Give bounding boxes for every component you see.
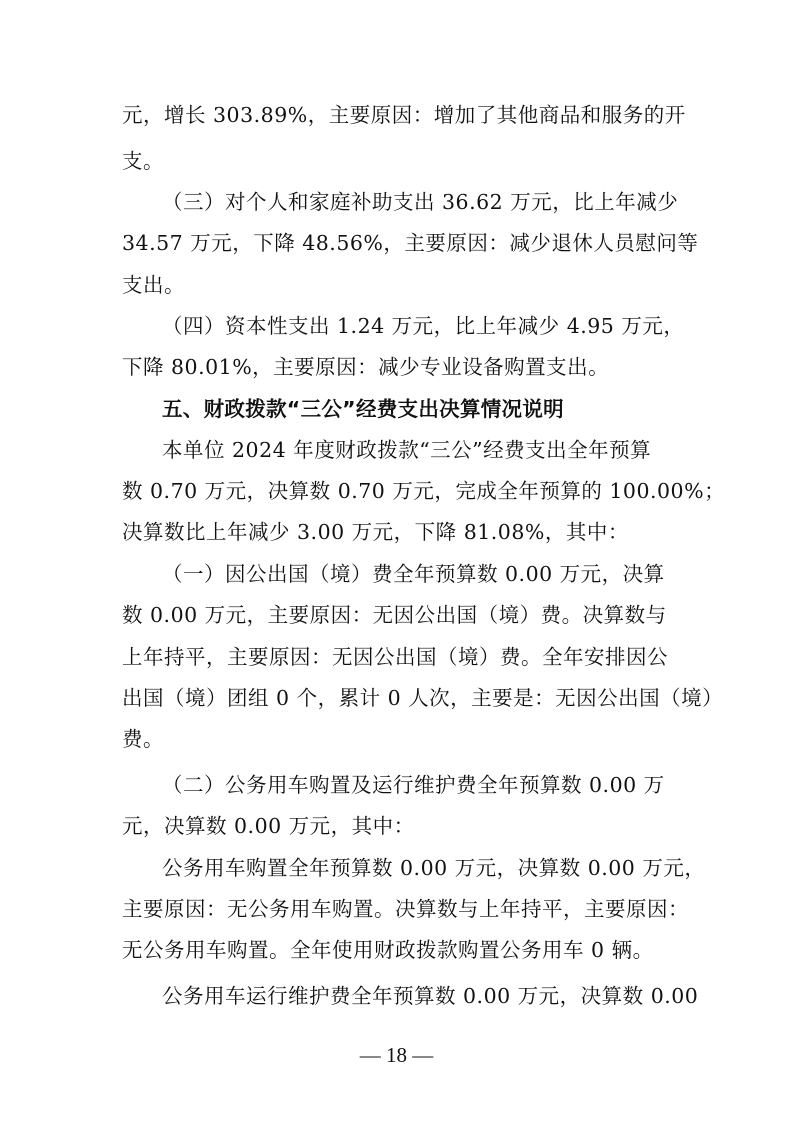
- body-text-line: 公务用车购置全年预算数 0.00 万元，决算数 0.00 万元，: [162, 856, 706, 880]
- subsection-item-one: （一）因公出国（境）费全年预算数 0.00 万元，决算: [162, 562, 665, 586]
- body-text-line: 费。: [122, 727, 164, 751]
- body-text-line: 支出。: [122, 273, 185, 297]
- body-text-line: 主要原因：无公务用车购置。决算数与上年持平，主要原因：: [122, 897, 689, 921]
- body-text-line: 元，增长 303.89%，主要原因：增加了其他商品和服务的开: [122, 103, 686, 127]
- body-text-line: 出国（境）团组 0 个，累计 0 人次，主要是：无因公出国（境）: [122, 686, 724, 710]
- body-text-line: 数 0.00 万元，主要原因：无因公出国（境）费。决算数与: [122, 603, 667, 627]
- page-number: — 18 —: [359, 1043, 434, 1067]
- body-text-line: 下降 80.01%，主要原因：减少专业设备购置支出。: [122, 355, 610, 379]
- subsection-item-two: （二）公务用车购置及运行维护费全年预算数 0.00 万: [162, 773, 665, 797]
- body-text-line: 元，决算数 0.00 万元，其中：: [122, 814, 415, 838]
- body-text-line: 决算数比上年减少 3.00 万元，下降 81.08%，其中：: [122, 520, 629, 544]
- body-text-line: 上年持平，主要原因：无因公出国（境）费。全年安排因公: [122, 645, 668, 669]
- section-item-three: （三）对个人和家庭补助支出 36.62 万元，比上年减少: [162, 190, 679, 214]
- body-text-line: 无公务用车购置。全年使用财政拨款购置公务用车 0 辆。: [122, 938, 654, 962]
- body-text-line: 34.57 万元，下降 48.56%，主要原因：减少退休人员慰问等: [122, 231, 699, 255]
- section-item-four: （四）资本性支出 1.24 万元，比上年减少 4.95 万元，: [162, 314, 685, 338]
- section-heading-five: 五、财政拨款“三公”经费支出决算情况说明: [162, 397, 564, 421]
- body-text-line: 数 0.70 万元，决算数 0.70 万元，完成全年预算的 100.00%；: [122, 479, 726, 503]
- body-text-line: 公务用车运行维护费全年预算数 0.00 万元，决算数 0.00: [162, 984, 699, 1008]
- body-text-line: 支。: [122, 149, 164, 173]
- body-text-line: 本单位 2024 年度财政拨款“三公”经费支出全年预算: [162, 438, 652, 462]
